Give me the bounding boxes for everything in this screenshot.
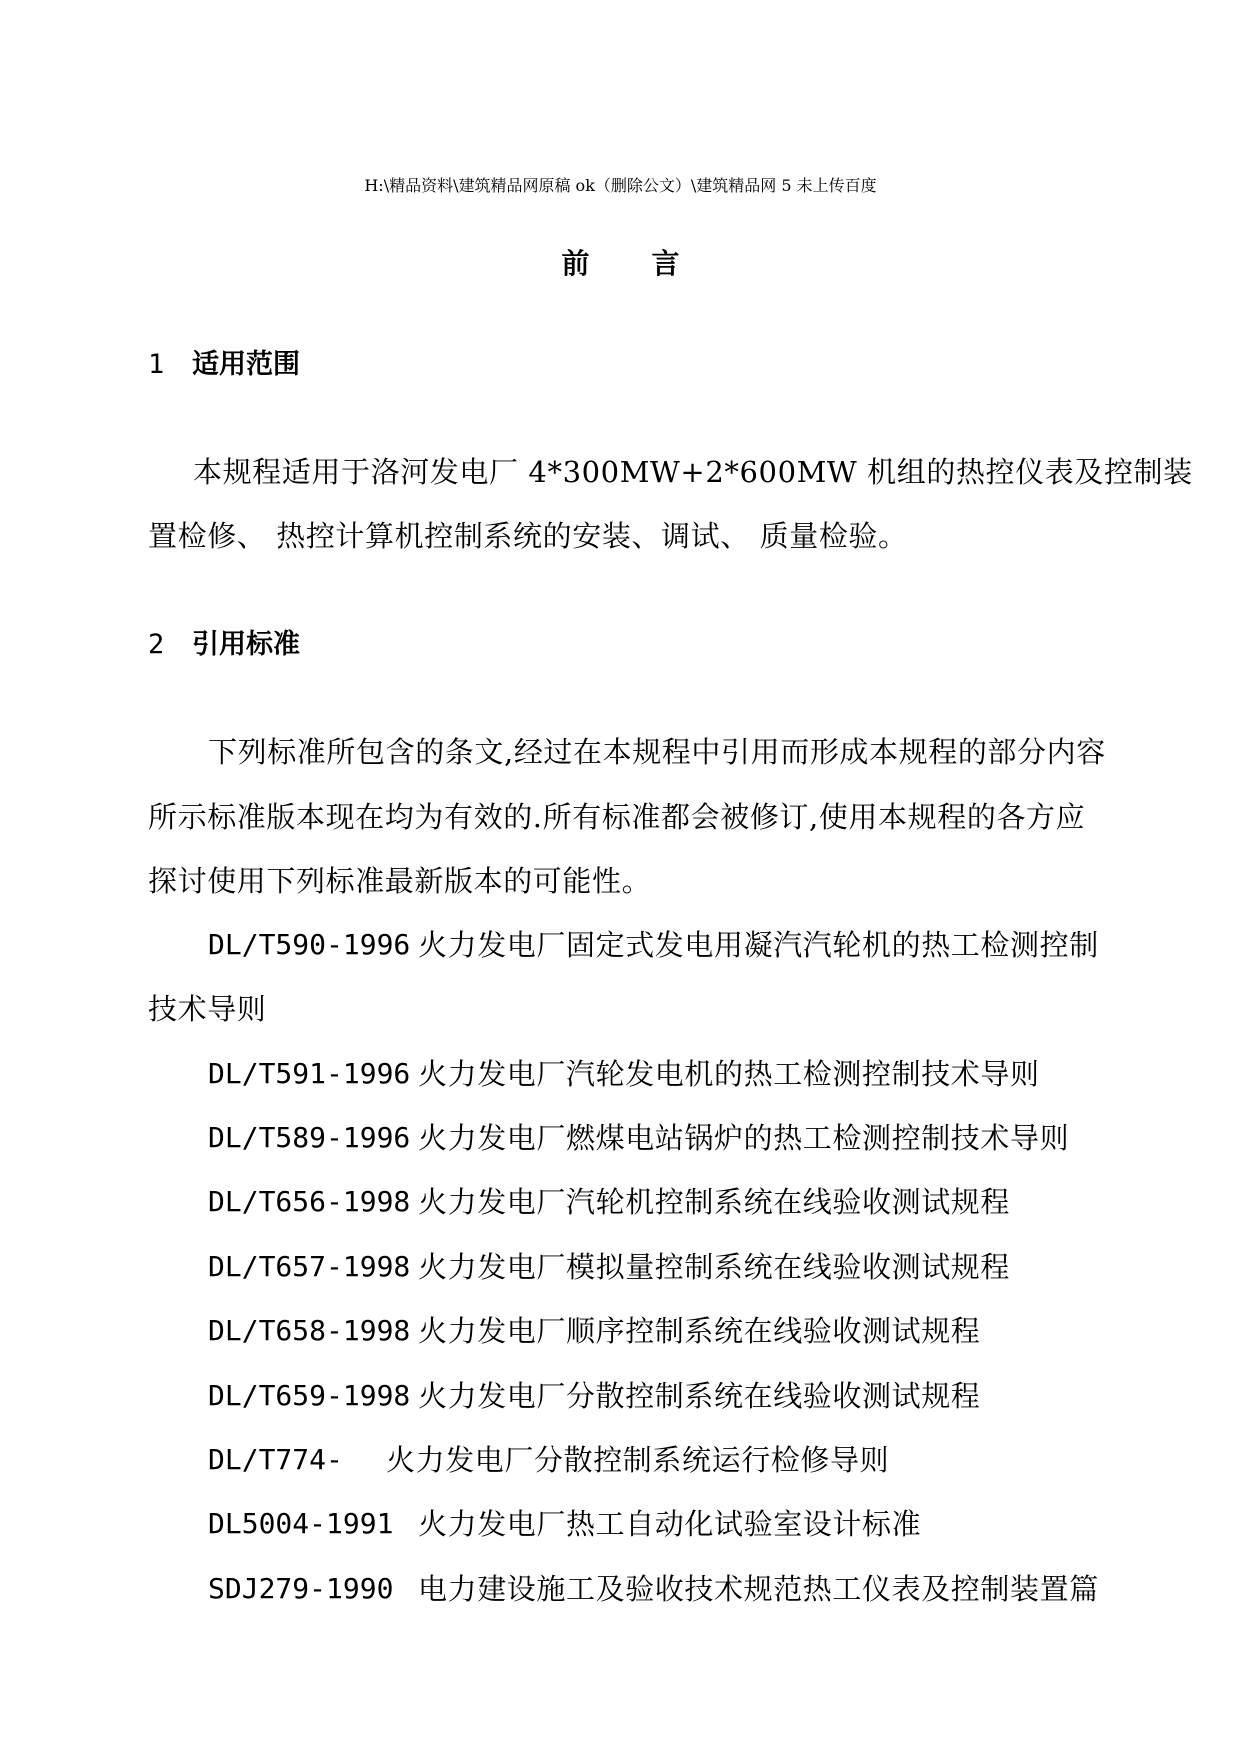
standard-code: SDJ279-1990: [208, 1572, 394, 1605]
section-1-paragraph-line-2: 置检修、 热控计算机控制系统的安装、调试、 质量检验。: [148, 519, 908, 553]
standard-code: DL/T659-1998: [208, 1379, 411, 1412]
section-2-paragraph-line-2: 所示标准版本现在均为有效的.所有标准都会被修订,使用本规程的各方应: [148, 800, 1086, 834]
standard-code: DL/T658-1998: [208, 1314, 411, 1347]
standard-code: DL/T591-1996: [208, 1057, 411, 1090]
section-1-title: 适用范围: [192, 349, 300, 380]
page-title: [0, 246, 1241, 282]
section-1-heading: [148, 347, 300, 383]
standard-code: DL/T657-1998: [208, 1250, 411, 1283]
standard-title: 火力发电厂顺序控制系统在线验收测试规程: [418, 1314, 981, 1348]
standard-title: 火力发电厂模拟量控制系统在线验收测试规程: [418, 1250, 1011, 1284]
section-2-number: 2: [148, 629, 165, 660]
section-2-paragraph-line-1: 下列标准所包含的条文,经过在本规程中引用而形成本规程的部分内容: [208, 735, 1106, 769]
standard-title: 火力发电厂热工自动化试验室设计标准: [418, 1507, 922, 1541]
standard-title: 电力建设施工及验收技术规范热工仪表及控制装置篇: [418, 1572, 1099, 1606]
standard-title: 火力发电厂分散控制系统运行检修导则: [386, 1443, 890, 1477]
page-title-char-2: 言: [651, 247, 680, 280]
section-2-heading: [148, 627, 300, 663]
standard-title-continuation: 技术导则: [148, 992, 267, 1026]
standard-title: 火力发电厂汽轮机控制系统在线验收测试规程: [418, 1185, 1011, 1219]
section-1-paragraph-line-1: 本规程适用于洛河发电厂 4*300MW+2*600MW 机组的热控仪表及控制装: [193, 455, 1193, 489]
file-path-header: H:\精品资料\建筑精品网原稿 ok（删除公文）\建筑精品网 5 未上传百度: [364, 176, 877, 195]
standard-title: 火力发电厂汽轮发电机的热工检测控制技术导则: [418, 1057, 1040, 1091]
standard-title: 火力发电厂燃煤电站锅炉的热工检测控制技术导则: [418, 1121, 1070, 1155]
standard-code: DL/T589-1996: [208, 1121, 411, 1154]
standard-title: 火力发电厂分散控制系统在线验收测试规程: [418, 1379, 981, 1413]
standard-title: 火力发电厂固定式发电用凝汽汽轮机的热工检测控制: [418, 928, 1099, 962]
section-2-title: 引用标准: [192, 629, 300, 660]
standard-code: DL/T774-: [208, 1443, 343, 1476]
standard-code: DL/T590-1996: [208, 928, 411, 961]
standard-code: DL/T656-1998: [208, 1185, 411, 1218]
section-1-number: 1: [148, 349, 165, 380]
standard-code: DL5004-1991: [208, 1507, 394, 1540]
section-2-paragraph-line-3: 探讨使用下列标准最新版本的可能性。: [148, 864, 652, 898]
page-title-char-1: 前: [561, 247, 590, 280]
